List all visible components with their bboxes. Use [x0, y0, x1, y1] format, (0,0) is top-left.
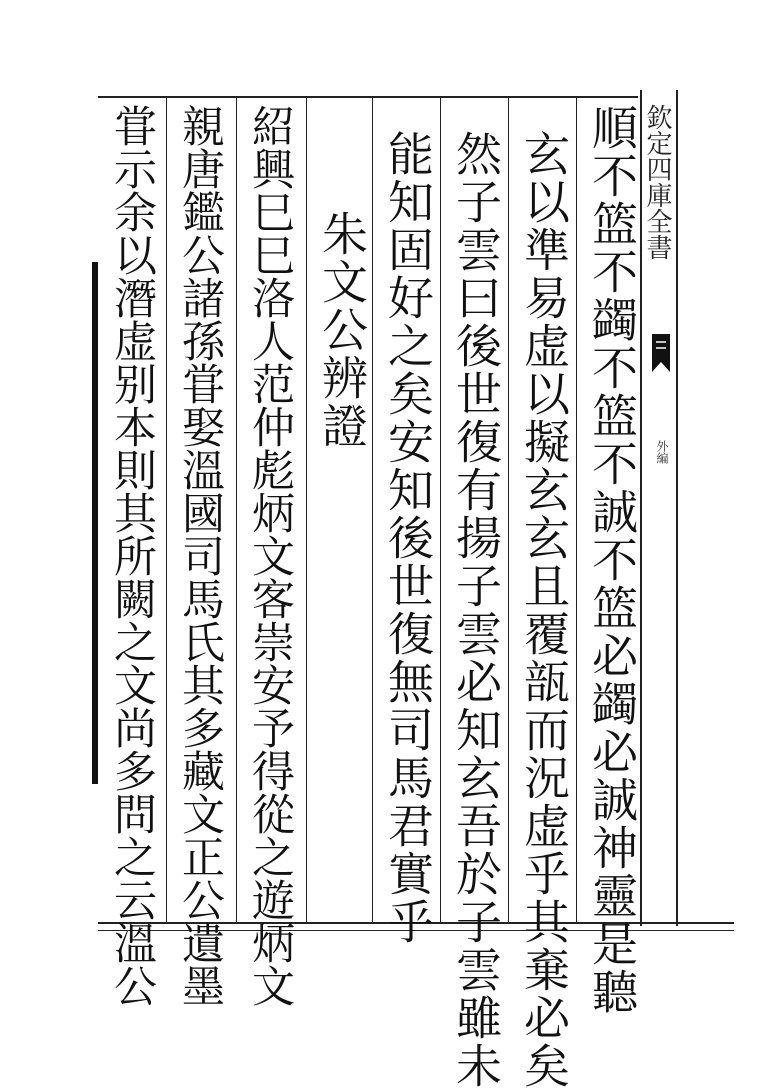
text-column-1: 順不篮不蠲不篮不誠不篮必蠲必誠神靈是聽 [585, 104, 639, 1016]
column-rule [508, 98, 509, 924]
top-border [98, 96, 638, 98]
margin-bar [92, 262, 98, 784]
margin-rule [676, 90, 678, 926]
text-column-4: 能知固好之矣安知後世復無司馬君實乎 [381, 130, 435, 946]
margin-label: 外編 [655, 440, 669, 464]
section-heading: 朱文公辨證 [315, 210, 369, 450]
text-column-2: 玄以準易虚以擬玄玄且覆瓿而況虚乎其棄必矣 [517, 130, 571, 1090]
book-title-header: 欽定四庫全書 [642, 104, 672, 260]
column-rule [440, 98, 441, 924]
fishtail-icon [650, 332, 672, 374]
text-column-7: 甞示余以潛虚别本則其所闕之文尚多問之云溫公 [107, 104, 157, 1007]
column-rule [236, 98, 237, 924]
column-rule [166, 98, 167, 924]
text-column-5: 紹興巳巳洛人范仲彪炳文客崇安予得從之遊炳文 [245, 104, 295, 1007]
text-column-3: 然子雲曰後世復有揚子雲必知玄吾於子雲雖未 [449, 130, 503, 1090]
column-rule [306, 98, 307, 924]
text-column-6: 親唐鑑公諸孫甞娶溫國司馬氏其多藏文正公遺墨 [175, 104, 225, 1007]
column-rule [372, 98, 373, 924]
column-rule [576, 98, 577, 924]
